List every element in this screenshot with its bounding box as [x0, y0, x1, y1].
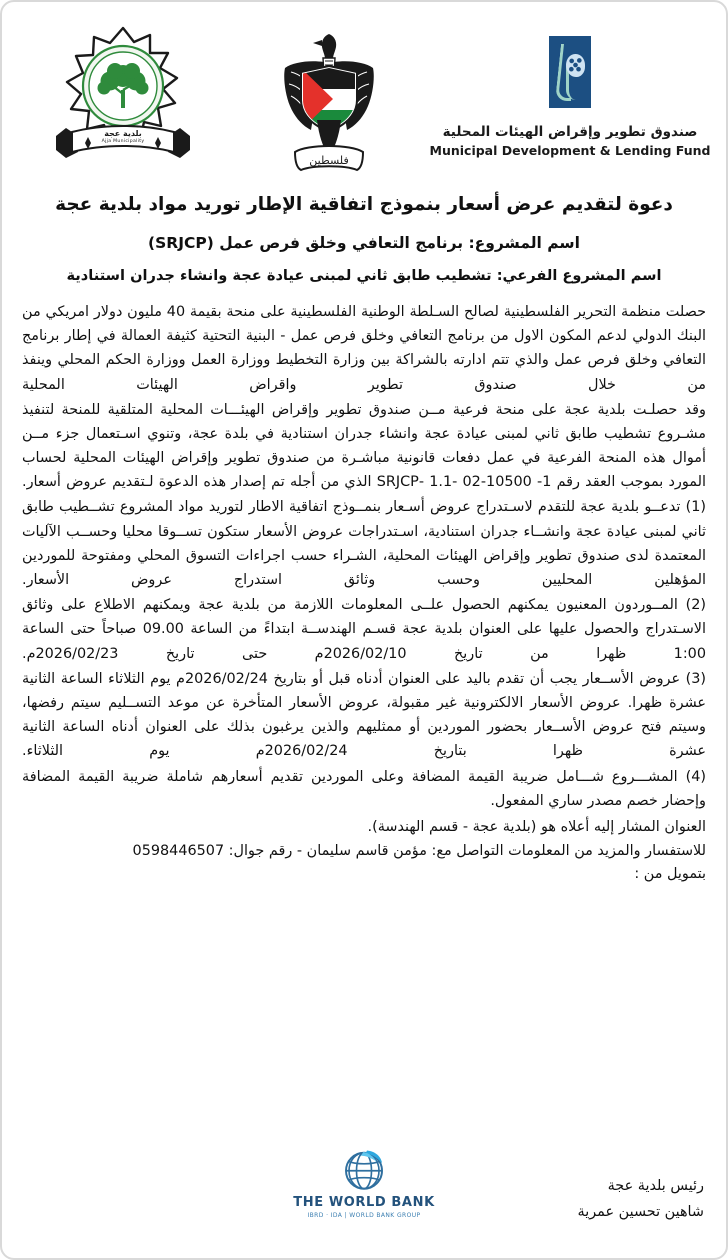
signature-role: رئيس بلدية عجة: [607, 1178, 704, 1194]
world-bank-globe-icon: [340, 1146, 388, 1194]
numbered-item-3: (3) عروض الأســعار يجب أن تقدم باليد على العنوان أدناه قبل أو بتاريخ 2026/02/24م يوم الثلاثاء الساعة الثانية عشرة ظهرا. عروض الأسعار الالكترونية غير مقبولة، عروض الأسعار المتأخرة عن موعد التســليم سيتم رفضها، وسيتم فتح عروض الأســعار بحضور الموردين أو ممثليهم والذين يرغبون بذلك على العنوان أدناه الساعة الثانية عشرة ظهرا بتاريخ 2026/02/24م يوم الثلاثاء.: [22, 670, 707, 760]
ajja-name-arabic: بلدية عجة: [104, 129, 142, 138]
ajja-tree-emblem-icon: [48, 24, 198, 180]
numbered-item-1: (1) تدعــو بلدية عجة للتقدم لاسـتدراج عروض أسـعار بنمــوذج اتفاقية الاطار لتوريد مواد المشروع تشــطيب طابق ثاني لمبنى عيادة عجة وانشــاء جدران استنادية، اسـتدراجات عروض الأسعار ستكون تســوقا محليا وحســب الآليات المعتمدة لدى صندوق تطوير وإقراض الهيئات المحلية، الشـراء حسب اجراءات التسوق المحلي ومفتوحة للموردين المؤهلين المحليين وحسب وثائق استدراج عروض الأسعار.: [22, 499, 706, 589]
eagle-of-saladin-icon: [277, 28, 381, 178]
numbered-item-2: (2) المــوردون المعنيون يمكنهم الحصول علــى المعلومات اللازمة من بلدية عجة ويمكنهم الاطلاع على وثائق الاسـتدراج والحصول عليها على العنوان بلدية عجة قسـم الهندســة ابتداءً من الساعة 09.00 صباحاً حتى الساعة 1:00 ظهرا من تاريخ 2026/02/10م حتى تاريخ 2026/02/23م.: [22, 597, 706, 662]
world-bank-subtitle: IBRD · IDA | WORLD BANK GROUP: [307, 1212, 421, 1219]
body-text: [22, 300, 706, 813]
contact-note: للاستفسار والمزيد من المعلومات التواصل مع: مؤمن قاسم سليمان - رقم جوال: 0598446507: [132, 843, 706, 860]
state-emblem-banner-text: فلسطين: [309, 154, 349, 167]
logo-mdlf: [429, 22, 711, 158]
contact-block: [22, 815, 706, 864]
logo-ajja-municipality: [28, 22, 218, 180]
logo-state-emblem: [254, 22, 404, 178]
signature-block: [578, 1174, 704, 1226]
page-title: دعوة لتقديم عرض أسعار بنموذج اتفاقية الإطار توريد مواد بلدية عجة: [55, 194, 673, 215]
subproject-name-line: اسم المشروع الفرعي: تشطيب طابق ثاني لمبنى عيادة عجة وانشاء جدران استنادية: [66, 267, 662, 285]
mdlf-emblem-icon: [549, 36, 591, 108]
mdlf-name-english: Municipal Development & Lending Fund: [429, 143, 711, 158]
funding-label: بتمويل من :: [634, 865, 706, 882]
paragraph-subgrant-contract: وقد حصلـت بلدية عجة على منحة فرعية مــن صندوق تطوير وإقراض الهيئـــات المحلية المتلقية للمنحة لتنفيذ مشـروع تشطيب طابق ثاني لمبنى عيادة عجة وانشاء جدران استنادية في بلدة عجة، وتنوي اسـتعمال جزء مــن أموال هذه المنحة الفرعية في عمل دفعات قانونية مباشـرة من صندوق تطوير وإقراض الهيئات المحلية لحساب المورد بموجب العقد رقم 1- 10500-02 -1.1 -SRJCP الذي من أجله تم إصدار هذه الدعوة لـتقديم عروض أسعار.: [22, 401, 706, 491]
title-block: [22, 190, 706, 288]
project-name-line: اسم المشروع: برنامج التعافي وخلق فرص عمل (SRJCP): [148, 234, 580, 253]
signature-name: شاهين تحسين عمرية: [577, 1203, 704, 1220]
paragraph-grant-overview: حصلت منظمة التحرير الفلسطينية لصالح السـلطة الوطنية الفلسطينية على منحة بقيمة 40 مليون دولار امريكي من البنك الدولي لدعم المكون الاول من برنامج التعافي وخلق فرص عمل - البنية التحتية كثيفة العمالة في إطار برنامج التعافي وخلق فرص عمل والذي تتم ادارته بالشراكة بين وزارة التخطيط ووزارة العمل ووزارة الحكم المحلي وينفذ من خلال صندوق تطوير واقراض الهيئات المحلية: [22, 303, 706, 393]
world-bank-name: THE WORLD BANK: [293, 1195, 435, 1210]
header-logo-row: [22, 16, 711, 184]
address-note: العنوان المشار إليه أعلاه هو (بلدية عجة - قسم الهندسة).: [367, 818, 706, 835]
numbered-item-4: (4) المشـــروع شـــامل ضريبة القيمة المضافة وعلى الموردين تقديم أسعارهم شاملة ضريبة القيمة المضافة وإحضار خصم مصدر ساري المفعول.: [22, 768, 706, 809]
mdlf-name-arabic: صندوق تطوير وإقراض الهيئات المحلية: [442, 124, 698, 140]
footer: [24, 1146, 704, 1242]
ajja-name-english: Ajja Municipality: [101, 139, 145, 144]
